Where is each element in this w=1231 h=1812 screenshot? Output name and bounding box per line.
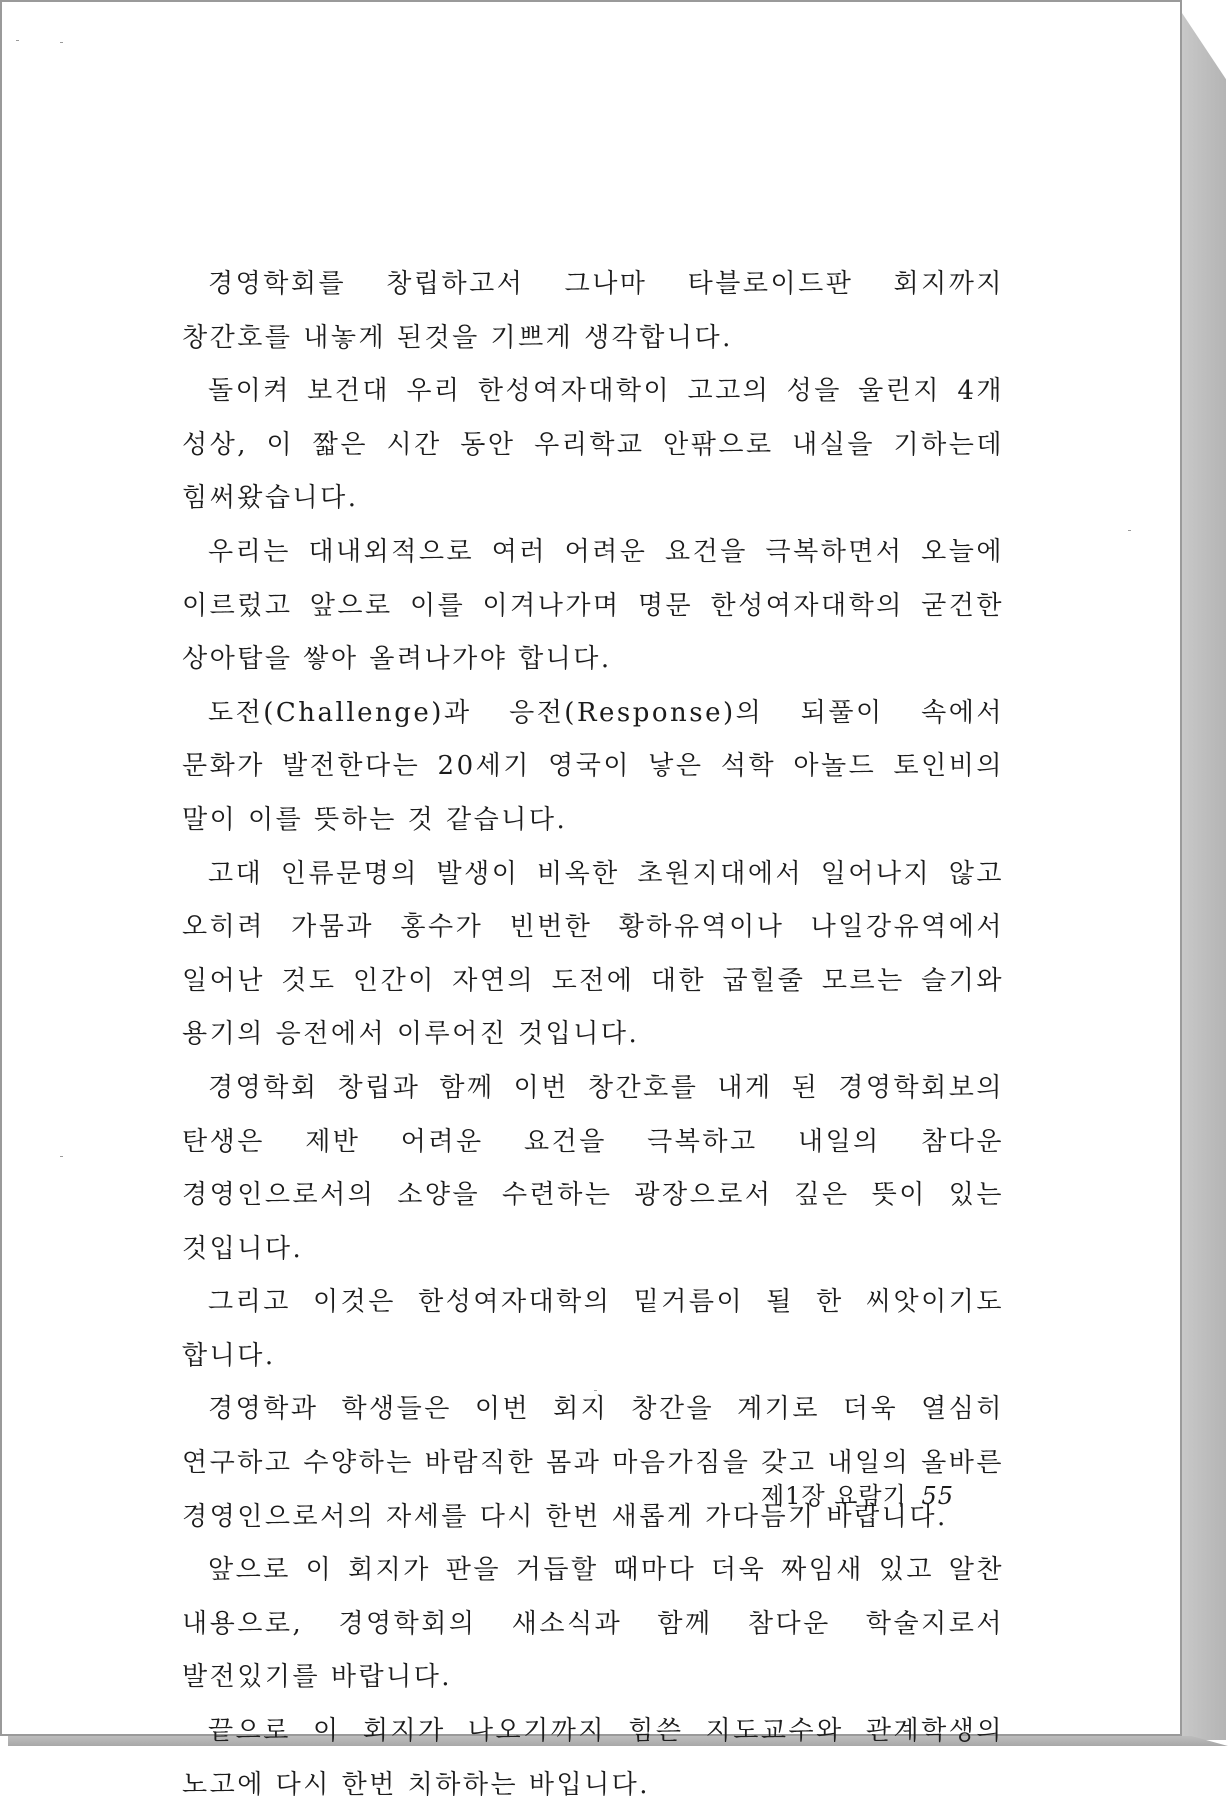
paragraph: 도전(Challenge)과 응전(Response)의 되풀이 속에서 문화가 발전한다는 20세기 영국이 낳은 석학 아놀드 토인비의 말이 이를 뜻하는 것 같습니다. [182, 697, 1004, 835]
paragraph: 경영학과 학생들은 이번 회지 창간을 계기로 더욱 열심히 연구하고 수양하는 바람직한 몸과 마음가짐을 갖고 내일의 올바른 경영인으로서의 자세를 다시 한번 새롭게 가다듬기 바랍니다. [182, 1394, 1004, 1532]
chapter-title: 제1장 요람기 [760, 1482, 907, 1510]
paragraph: 돌이켜 보건대 우리 한성여자대학이 고고의 성을 울린지 4개 성상, 이 짧은 시간 동안 우리학교 안팎으로 내실을 기하는데 힘써왔습니다. [182, 376, 1004, 514]
scan-mark [16, 40, 19, 41]
page-footer [761, 1476, 954, 1511]
paragraph: 우리는 대내외적으로 여러 어려운 요건을 극복하면서 오늘에 이르렀고 앞으로 이를 이겨나가며 명문 한성여자대학의 굳건한 상아탑을 쌓아 올려나가야 합니다. [182, 536, 1004, 675]
page-number: 55 [921, 1482, 954, 1510]
scan-mark [60, 1156, 63, 1157]
paragraph: 끝으로 이 회지가 나오기까지 힘쓴 지도교수와 관계학생의 노고에 다시 한번 치하하는 바입니다. [182, 1716, 1004, 1800]
page-edge-shadow [1180, 10, 1226, 1740]
scan-mark [60, 42, 63, 43]
paragraph: 앞으로 이 회지가 판을 거듭할 때마다 더욱 짜임새 있고 알찬 내용으로, 경영학회의 새소식과 함께 참다운 학술지로서 발전있기를 바랍니다. [182, 1555, 1004, 1693]
paragraph: 그리고 이것은 한성여자대학의 밑거름이 될 한 씨앗이기도 합니다. [182, 1287, 1004, 1371]
body-text [182, 258, 1004, 1812]
paragraph: 고대 인류문명의 발생이 비옥한 초원지대에서 일어나지 않고 오히려 가뭄과 홍수가 빈번한 황하유역이나 나일강유역에서 일어난 것도 인간이 자연의 도전에 대한 굽힐줄 모르는 슬기와 용기의 응전에서 이루어진 것입니다. [182, 858, 1004, 1050]
scan-mark [1128, 530, 1131, 531]
paragraph: 경영학회를 창립하고서 그나마 타블로이드판 회지까지 창간호를 내놓게 된것을 기쁘게 생각합니다. [182, 269, 1004, 353]
paragraph: 경영학회 창립과 함께 이번 창간호를 내게 된 경영학회보의 탄생은 제반 어려운 요건을 극복하고 내일의 참다운 경영인으로서의 소양을 수련하는 광장으로서 깊은 뜻이 있는 것입니다. [182, 1072, 1004, 1264]
